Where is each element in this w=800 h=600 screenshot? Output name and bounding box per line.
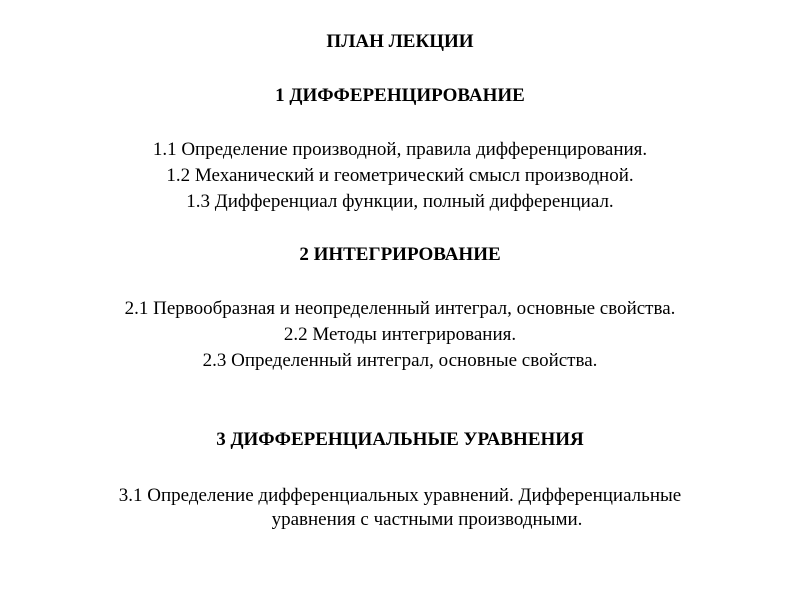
list-item-continuation: уравнения с частными производными.: [271, 509, 583, 530]
list-item: 1.1 Определение производной, правила дифференцирования.: [152, 139, 648, 160]
section-heading: 3 ДИФФЕРЕНЦИАЛЬНЫЕ УРАВНЕНИЯ: [216, 429, 584, 450]
section-heading: 1 ДИФФЕРЕНЦИРОВАНИЕ: [275, 85, 525, 106]
list-item: 1.2 Механический и геометрический смысл производной.: [166, 165, 634, 186]
list-item: 2.2 Методы интегрирования.: [283, 324, 517, 345]
list-item: 3.1 Определение дифференциальных уравнений. Дифференциальные: [118, 485, 682, 506]
page-title: ПЛАН ЛЕКЦИИ: [326, 31, 474, 52]
list-item: 2.3 Определенный интеграл, основные свойства.: [202, 350, 598, 371]
list-item: 1.3 Дифференциал функции, полный дифференциал.: [186, 191, 614, 212]
section-heading: 2 ИНТЕГРИРОВАНИЕ: [299, 244, 501, 265]
list-item: 2.1 Первообразная и неопределенный интеграл, основные свойства.: [124, 298, 676, 319]
